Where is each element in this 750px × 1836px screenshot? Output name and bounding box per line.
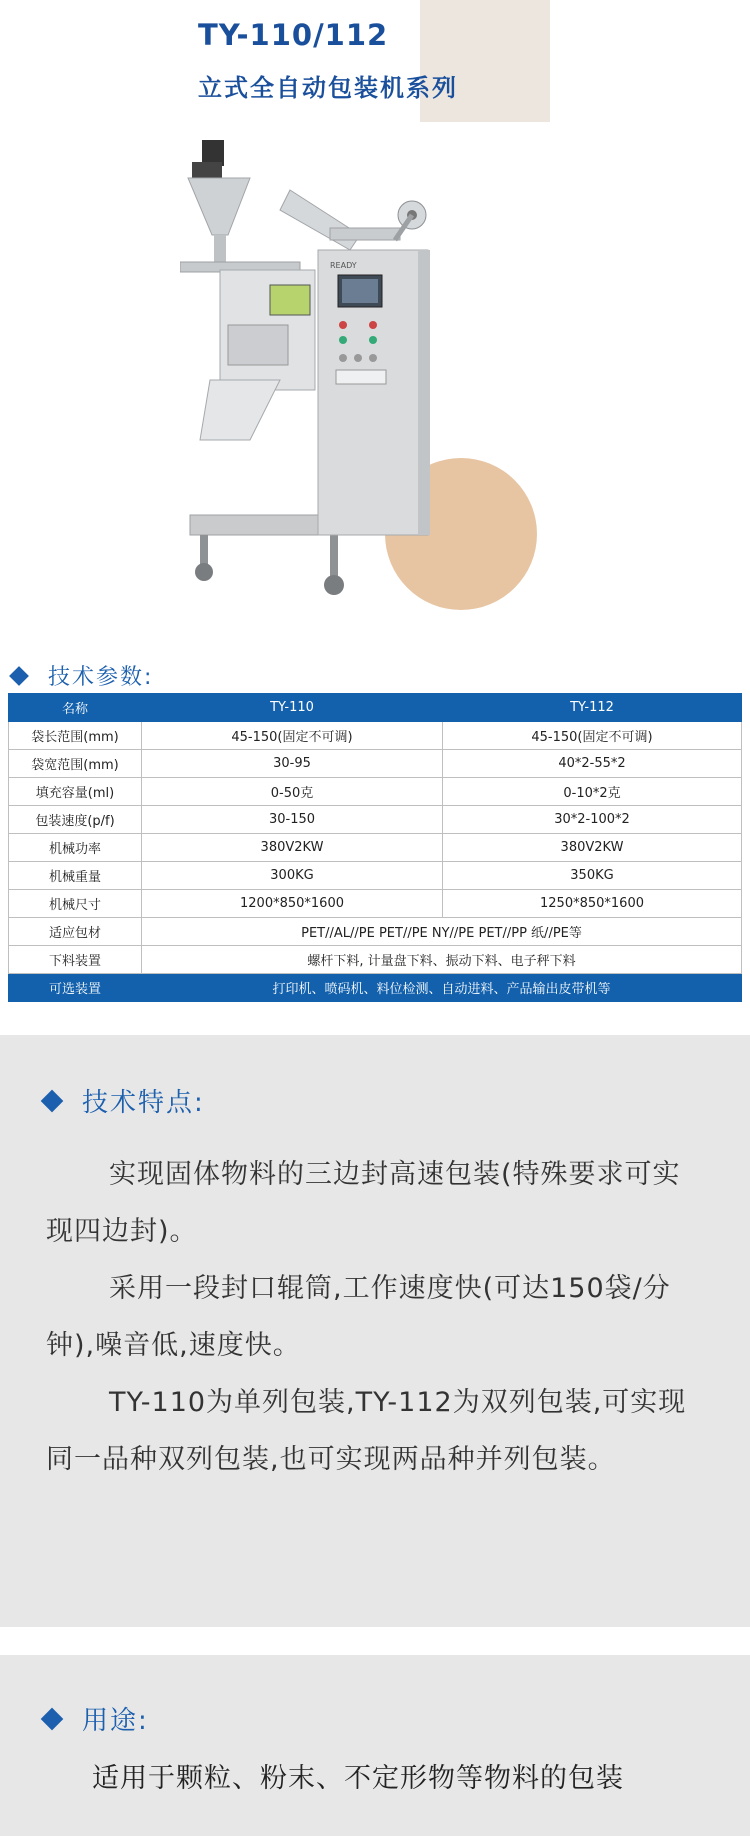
table-cell: 40*2-55*2 bbox=[443, 750, 742, 778]
feature-paragraph: 实现固体物料的三边封高速包装(特殊要求可实现四边封)。 bbox=[46, 1159, 681, 1247]
table-cell: 填充容量(ml) bbox=[9, 778, 142, 806]
table-header-cell: 名称 bbox=[9, 694, 142, 722]
params-heading-label: 技术参数: bbox=[48, 665, 154, 690]
diamond-bullet-icon bbox=[41, 1089, 64, 1112]
table-cell: 机械重量 bbox=[9, 862, 142, 890]
table-cell: 包装速度(p/f) bbox=[9, 806, 142, 834]
table-row bbox=[9, 750, 742, 778]
features-heading bbox=[44, 1082, 205, 1119]
machine-brand-label: READY bbox=[330, 261, 357, 270]
usage-heading-label: 用途: bbox=[82, 1706, 149, 1736]
table-cell: 0-50克 bbox=[142, 778, 443, 806]
table-cell: 可选装置 bbox=[9, 974, 142, 1002]
spec-table bbox=[8, 693, 742, 1002]
table-row bbox=[9, 778, 742, 806]
table-cell: 300KG bbox=[142, 862, 443, 890]
table-cell: 30-95 bbox=[142, 750, 443, 778]
usage-panel bbox=[0, 1655, 750, 1836]
features-heading-label: 技术特点: bbox=[82, 1088, 205, 1118]
table-cell: PET//AL//PE PET//PE NY//PE PET//PP 纸//PE等 bbox=[142, 918, 742, 946]
table-cell: 45-150(固定不可调) bbox=[142, 722, 443, 750]
table-cell: 45-150(固定不可调) bbox=[443, 722, 742, 750]
table-cell: 1250*850*1600 bbox=[443, 890, 742, 918]
table-cell: 30*2-100*2 bbox=[443, 806, 742, 834]
feature-paragraph: TY-110为单列包装,TY-112为双列包装,可实现同一品种双列包装,也可实现两品种并列包装。 bbox=[46, 1387, 687, 1475]
table-cell: 袋宽范围(mm) bbox=[9, 750, 142, 778]
params-heading bbox=[12, 660, 153, 691]
diamond-bullet-icon bbox=[41, 1707, 64, 1730]
diamond-bullet-icon bbox=[9, 666, 29, 686]
table-cell: 1200*850*1600 bbox=[142, 890, 443, 918]
table-row bbox=[9, 722, 742, 750]
table-footer-row bbox=[9, 974, 742, 1002]
product-model-title: TY-110/112 bbox=[198, 18, 389, 52]
header-accent-block bbox=[420, 0, 550, 122]
table-cell: 适应包材 bbox=[9, 918, 142, 946]
table-row bbox=[9, 890, 742, 918]
table-cell: 350KG bbox=[443, 862, 742, 890]
table-cell: 机械功率 bbox=[9, 834, 142, 862]
feature-paragraph: 采用一段封口辊筒,工作速度快(可达150袋/分钟),噪音低,速度快。 bbox=[46, 1273, 671, 1361]
usage-heading bbox=[44, 1700, 149, 1737]
packaging-machine-image bbox=[180, 140, 500, 610]
table-row bbox=[9, 806, 742, 834]
table-cell: 机械尺寸 bbox=[9, 890, 142, 918]
usage-text: 适用于颗粒、粉末、不定形物等物料的包装 bbox=[92, 1763, 624, 1794]
table-cell: 螺杆下料, 计量盘下料、振动下料、电子秤下料 bbox=[142, 946, 742, 974]
table-cell: 30-150 bbox=[142, 806, 443, 834]
table-cell: 袋长范围(mm) bbox=[9, 722, 142, 750]
table-row bbox=[9, 918, 742, 946]
table-cell: 380V2KW bbox=[443, 834, 742, 862]
table-cell: 打印机、喷码机、料位检测、自动进料、产品输出皮带机等 bbox=[142, 974, 742, 1002]
product-series-subtitle: 立式全自动包装机系列 bbox=[198, 74, 458, 102]
table-cell: 380V2KW bbox=[142, 834, 443, 862]
table-header-cell: TY-112 bbox=[443, 694, 742, 722]
table-cell: 下料装置 bbox=[9, 946, 142, 974]
table-row bbox=[9, 834, 742, 862]
table-row bbox=[9, 946, 742, 974]
table-row bbox=[9, 862, 742, 890]
table-cell: 0-10*2克 bbox=[443, 778, 742, 806]
table-header-cell: TY-110 bbox=[142, 694, 443, 722]
table-header-row bbox=[9, 694, 742, 722]
